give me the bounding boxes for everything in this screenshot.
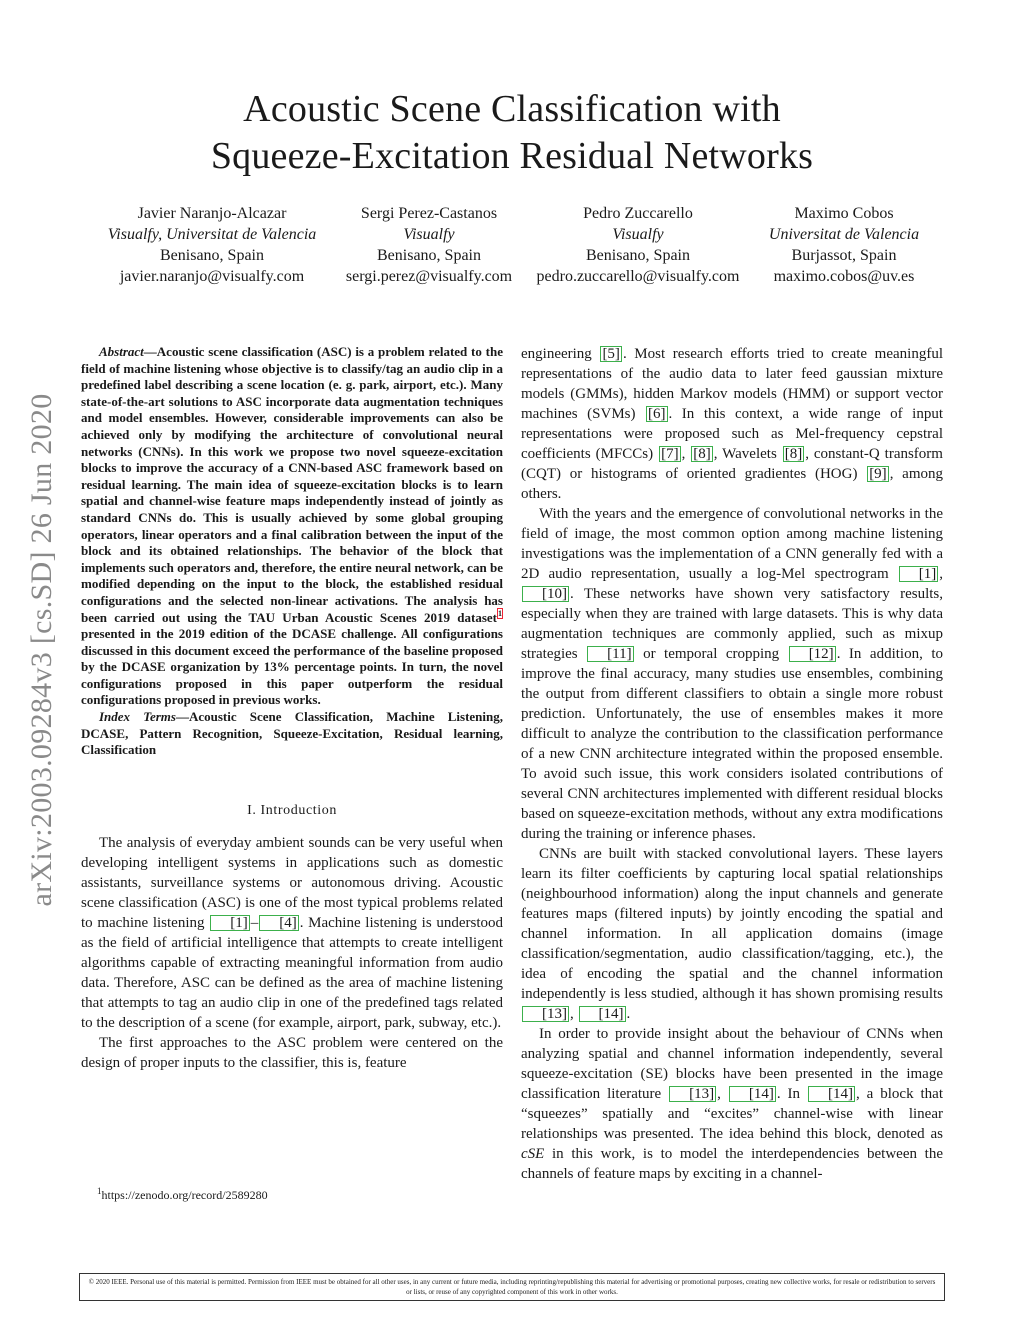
paragraph-text: , a block that “squeezes” spatially and “excites” channel-wise with linear relationships was presented. The idea behind this block, denoted as: [521, 1086, 944, 1142]
paragraph-text: –: [250, 914, 259, 931]
paragraph-text: . In addition, to improve the final accuracy, many studies use ensembles, combining the output from different classifiers to obtain a single more robust prediction. Unfortunately, the use of ensembles makes it more difficult to analyze the contribution to the classification performance of a new CNN architecture integrated within the proposed ensemble. To avoid such issue, this work considers isolated contributions of several CNN architectures implemented with different residual blocks based on squeeze-excitation methods, without any extra modifications during the training or inference phases.: [521, 646, 943, 842]
paragraph: [521, 504, 943, 844]
author-email: maximo.cobos@uv.es: [773, 268, 915, 285]
author-name: Pedro Zuccarello: [583, 205, 693, 222]
citation-link[interactable]: [7]: [661, 446, 679, 462]
paragraph-text: ,: [717, 1086, 728, 1102]
citation-link[interactable]: [14]: [729, 1086, 776, 1102]
citation-link[interactable]: [1]: [899, 566, 939, 582]
paragraph-text: In order to provide insight about the behaviour of CNNs when analyzing spatial and channel information independently, several squeeze-excitation (SE) blocks have been presented in the image classification literature: [521, 1026, 943, 1102]
section-heading-introduction: I. Introduction: [247, 802, 337, 818]
paragraph: The first approaches to the ASC problem were centered on the design of proper inputs to the classifier, this is, feature: [81, 1034, 503, 1071]
author-name: Maximo Cobos: [794, 205, 894, 222]
paragraph-text: , constant-Q transform (CQT) or histograms of oriented gradientes (HOG): [521, 446, 943, 482]
author-email: javier.naranjo@visualfy.com: [119, 268, 305, 285]
citation-link[interactable]: [4]: [259, 915, 299, 931]
author-affiliation: Visualfy: [403, 226, 455, 243]
index-terms-text: —Acoustic Scene Classification, Machine Listening, DCASE, Pattern Recognition, Squeeze-Excitation, Residual learning, Classification: [81, 709, 504, 758]
citation-link[interactable]: [5]: [602, 346, 620, 362]
citation-link[interactable]: [10]: [522, 586, 569, 602]
paragraph-text: With the years and the emergence of convolutional networks in the field of image, the most common option among machine listening investigations was the implementation of a CNN generally fed with a 2D audio representation, usually a log-Mel spectrogram: [521, 506, 943, 582]
paragraph-text: . In: [776, 1086, 807, 1102]
author-location: Benisano, Spain: [585, 247, 690, 264]
citation-link[interactable]: [14]: [808, 1086, 855, 1102]
paragraph-text: CNNs are built with stacked convolutional layers. These layers learn its filter coefficients by capturing local spatial relationships (neighbourhood information) along the input channels and generate features maps (filtered inputs) by jointly encoding the spatial and channel information. In all application domains (image classification/segmentation, audio classification/tagging, etc.), the idea of encoding the spatial and the channel information independently is less studied, although it has shown promising results: [521, 846, 943, 1002]
abstract-text-continued: presented in the 2019 edition of the DCASE challenge. All configurations discussed in this document exceed the performance of the baseline proposed by the DCASE organization by 13% percentage points. In turn, the novel configurations proposed in this paper outperform the residual configurations proposed in previous works.: [81, 626, 503, 708]
author-block: [769, 203, 919, 287]
paragraph-text: . These networks have shown very satisfactory results, especially when they are trained with large datasets. This is why data augmentation techniques are commonly applied, such as mixup strategies: [521, 586, 943, 662]
abstract-text: —Acoustic scene classification (ASC) is a problem related to the field of machine listening whose objective is to classify/tag an audio clip in a predefined label describing a scene location (e. g. park, airport, etc.). Many state-of-the-art solutions to ASC incorporate data augmentation techniques and model ensembles. However, considerable improvements can also be achieved only by modifying the architecture of convolutional neural networks (CNNs). In this work we propose two novel squeeze-excitation blocks to improve the accuracy of a CNN-based ASC framework based on residual learning. The main idea of squeeze-excitation blocks is to learn spatial and channel-wise feature maps independently instead of jointly as standard CNNs do. This is usually achieved by some global grouping operators, linear operators and a final calibration between the input of the block and its obtained relationships. The behavior of the block that implements such operators and, therefore, the entire neural network, can be modified depending on the input to the block, the established residual configurations and the selected non-linear activations. The analysis has been carried out using the TAU Urban Acoustic Scenes 2019 dataset: [81, 344, 503, 625]
copyright-notice: © 2020 IEEE. Personal use of this material is permitted. Permission from IEEE must be obtained for all other uses, in any current or future media, including reprinting/republishing this material for advertising or promotional purposes, creating new collective works, for resale or redistribution to servers or lists, or reuse of any copyrighted component of this work in other works.: [79, 1273, 945, 1301]
arxiv-identifier: arXiv:2003.09284v3 [cs.SD] 26 Jun 2020: [25, 393, 58, 907]
citation-link[interactable]: [13]: [669, 1086, 716, 1102]
abstract: [81, 344, 503, 709]
author-email: sergi.perez@visualfy.com: [345, 268, 513, 285]
title-line-1: Acoustic Scene Classification with: [243, 88, 781, 130]
left-column: [81, 344, 503, 1073]
author-name: Sergi Perez-Castanos: [360, 205, 498, 222]
footnote: [97, 1186, 268, 1203]
author-block: [346, 203, 512, 287]
paper-title: [0, 86, 1024, 180]
paragraph-text: , Wavelets: [713, 446, 782, 462]
paragraph-text: engineering: [521, 346, 600, 362]
citation-link[interactable]: [8]: [784, 446, 803, 462]
paragraph: [521, 844, 943, 1024]
paragraph-text: .: [626, 1006, 631, 1022]
paragraph-text: in this work, is to model the interdependencies between the channels of feature maps by exciting in a channel-: [521, 1146, 943, 1182]
paragraph-text: or temporal cropping: [634, 646, 788, 662]
citation-link[interactable]: [11]: [587, 646, 633, 662]
paragraph-text-italic: cSE: [521, 1146, 545, 1162]
citation-link[interactable]: [14]: [579, 1006, 626, 1022]
paragraph-text: . Machine listening is understood as the field of artificial intelligence that attempts to create intelligent algorithms capable of extracting meaningful information from audio data. Therefore, ASC can be defined as the area of machine listening that attempts to tag an audio clip in one of the predefined tags related to the description of a scene (for example, airport, park, subway, etc.).: [81, 914, 503, 1031]
citation-link[interactable]: [13]: [522, 1006, 569, 1022]
title-line-2: Squeeze-Excitation Residual Networks: [210, 135, 814, 177]
author-location: Burjassot, Spain: [791, 247, 897, 264]
abstract-label: Abstract: [99, 344, 144, 359]
author-email: pedro.zuccarello@visualfy.com: [536, 268, 740, 285]
paragraph-text: . Most research efforts tried to create meaningful representations of the audio data to later feed gaussian mixture models (GMMs), hidden Markov models (HMM) or support vector machines (SVMs): [521, 346, 943, 422]
author-affiliation: Universitat de Valencia: [768, 226, 920, 243]
author-name: Javier Naranjo-Alcazar: [137, 205, 287, 222]
paragraph-text: The analysis of everyday ambient sounds can be very useful when developing intelligent systems in applications such as domestic assistants, surveillance systems or autonomous driving. Acoustic scene classification (ASC) is one of the most typical problems related to machine listening: [81, 834, 503, 931]
right-column: [521, 344, 943, 1184]
arxiv-sidebar-stamp: [16, 350, 68, 950]
author-block: [108, 203, 317, 287]
paragraph-text: . In this context, a wide range of input representations were proposed such as Mel-frequency cepstral coefficients (MFCCs): [521, 406, 943, 462]
paragraph: [521, 344, 943, 504]
author-affiliation: Visualfy, Universitat de Valencia: [107, 226, 317, 243]
author-affiliation: Visualfy: [612, 226, 664, 243]
index-terms: [81, 709, 503, 759]
citation-link[interactable]: [6]: [648, 406, 666, 422]
footnote-number: 1: [97, 1186, 102, 1196]
citation-link[interactable]: [8]: [693, 446, 711, 462]
paragraph-text: ,: [570, 1006, 578, 1022]
paragraph-text: ,: [939, 566, 943, 582]
footnote-marker[interactable]: 1: [498, 609, 502, 619]
author-block: [537, 203, 740, 287]
index-terms-label: Index Terms: [99, 709, 176, 725]
paragraph-text: ,: [681, 446, 691, 462]
paragraph-text: , among others.: [521, 466, 943, 502]
author-location: Benisano, Spain: [376, 247, 481, 264]
author-location: Benisano, Spain: [160, 247, 264, 264]
citation-link[interactable]: [9]: [869, 466, 887, 482]
citation-link[interactable]: [1]: [210, 915, 250, 931]
citation-link[interactable]: [12]: [789, 646, 836, 662]
paragraph: [521, 1024, 943, 1184]
footnote-url[interactable]: https://zenodo.org/record/2589280: [101, 1188, 268, 1202]
paragraph: [81, 833, 503, 1033]
